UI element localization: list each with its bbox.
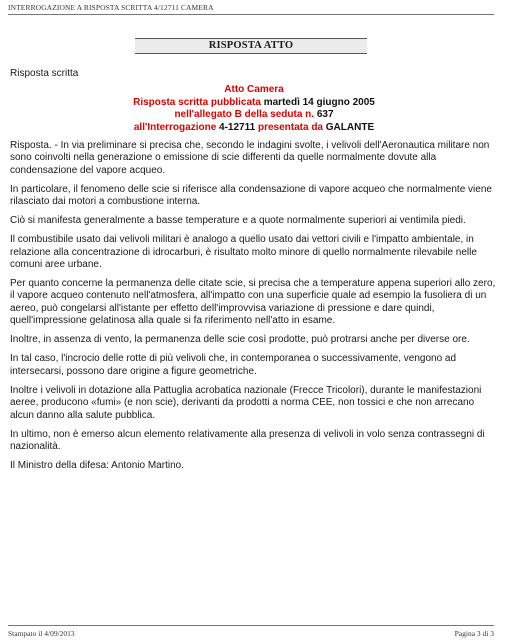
print-date: Stampato il 4/09/2013	[8, 629, 75, 638]
paragraph: In tal caso, l'incrocio delle rotte di più velivoli che, in contemporanea o successivamente, vengono ad intersecarsi, possono dare origine a figure geometriche.	[10, 353, 457, 377]
running-footer	[8, 625, 494, 638]
page-number: Pagina 3 di 3	[454, 629, 494, 638]
session-label: nell'allegato B della seduta n.	[174, 109, 317, 121]
signature-line: Il Ministro della difesa: Antonio Martino.	[10, 459, 184, 471]
presenter-name: GALANTE	[325, 121, 375, 133]
answer-type-label: Risposta scritta	[10, 68, 79, 79]
publication-date: martedì 14 giugno 2005	[263, 96, 375, 108]
presented-by-label: presentata da	[255, 121, 326, 133]
paragraph: Ciò si manifesta generalmente a basse temperature e a quote normalmente superiori ai ventimila piedi.	[10, 215, 466, 227]
act-chamber: Atto Camera	[224, 84, 284, 96]
publication-label: Risposta scritta pubblicata	[133, 96, 264, 108]
interrogation-number: 4-12711	[219, 121, 256, 133]
paragraph: In particolare, il fenomeno delle scie si riferisce alla condensazione di vapore acqueo che normalmente viene rilasciato dai motori a combustione interna.	[10, 183, 492, 208]
session-number: 637	[316, 109, 334, 121]
section-title: RISPOSTA ATTO	[135, 38, 367, 54]
paragraph: Il combustibile usato dai velivoli militari è analogo a quello usato dai vettori civili e l'impatto ambientale, in relazione alla concentrazione di idrocarburi, è risultato molto minore di quello normalmente rilevabile nelle comuni aree urbane.	[10, 234, 477, 271]
document-body	[10, 68, 498, 479]
interrogation-label: all'Interrogazione	[133, 121, 220, 133]
act-info-block	[10, 84, 498, 134]
running-header: INTERROGAZIONE A RISPOSTA SCRITTA 4/12711 CAMERA	[8, 3, 494, 15]
paragraph: Inoltre, in assenza di vento, la permanenza delle scie così prodotte, può protrarsi anche per diverse ore.	[10, 334, 470, 346]
paragraph: Inoltre i velivoli in dotazione alla Pattuglia acrobatica nazionale (Frecce Tricolori), durante le manifestazioni aeree, producono «fumi» (e non scie), derivanti da prodotti a norma CEE, non tossici e che non arrecano alcun danno alla salute pubblica.	[10, 384, 482, 421]
paragraph: In ultimo, non è emerso alcun elemento relativamente alla presenza di velivoli in volo senza contrassegni di nazionalità.	[10, 428, 485, 452]
paragraph: Risposta. - In via preliminare si precisa che, secondo le indagini svolte, i velivoli dell'Aeronautica militare non sono coinvolti nella generazione o emissione di scie differenti da quelle normalmente dovute alla condensazione del vapore acqueo.	[10, 140, 490, 176]
paragraph: Per quanto concerne la permanenza delle citate scie, si precisa che a temperature appena superiori allo zero, il vapore acqueo contenuto nell'atmosfera, all'impatto con una superficie quale ad esempio la fusoliera di un aereo, può congelarsi all'istante per effetto dell'improvvisa variazione di pressione e dare quindi, quell'impressione gelatinosa alla quale si fa riferimento nell'atto in esame.	[10, 278, 496, 327]
